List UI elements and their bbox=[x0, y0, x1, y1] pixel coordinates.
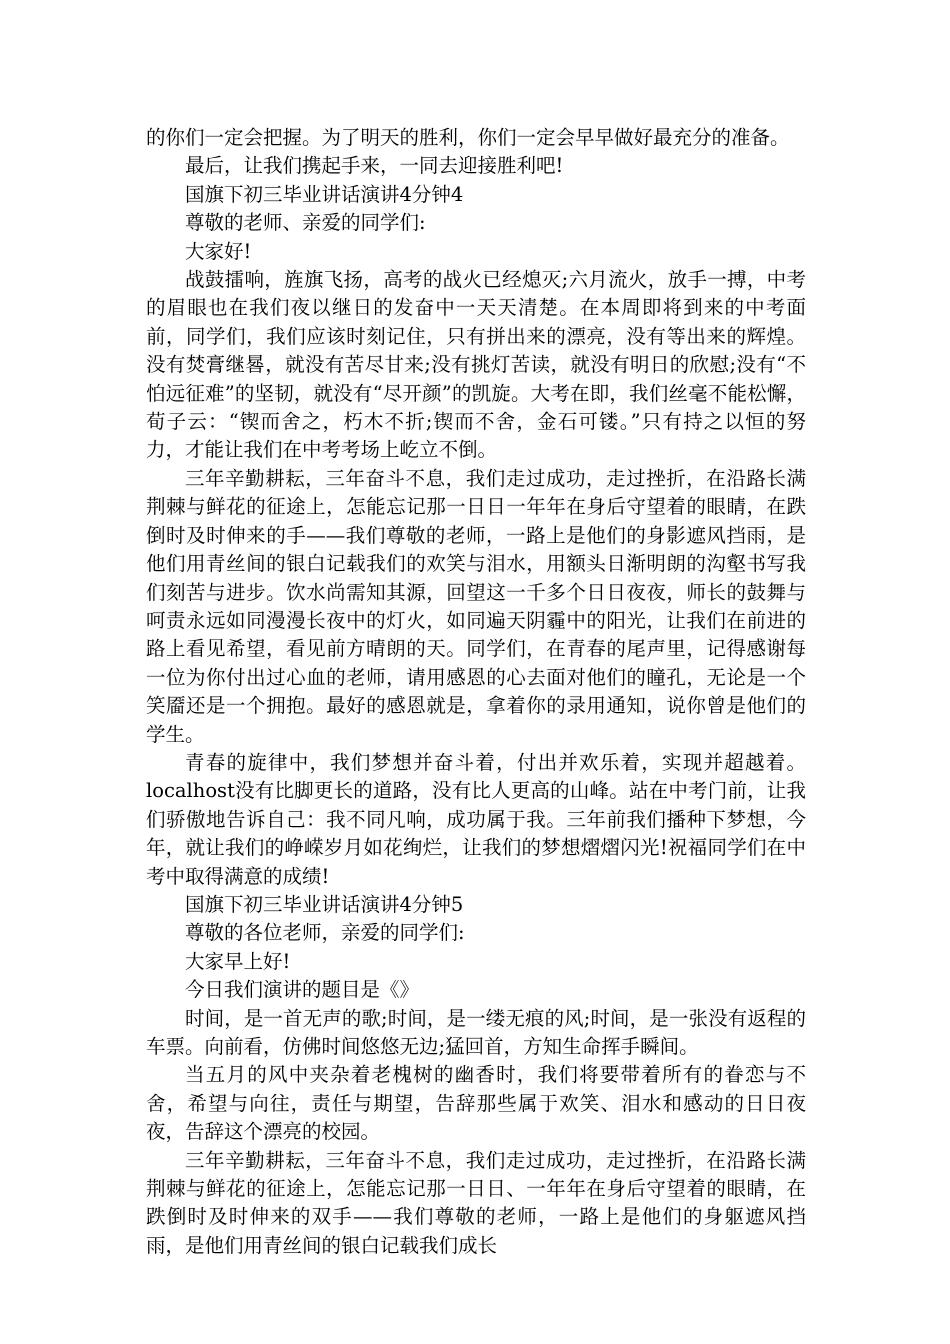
paragraph-time: 时间，是一首无声的歌;时间，是一缕无痕的风;时间，是一张没有返程的车票。向前看，仿佛时间悠悠无边;猛回首，方知生命挥手瞬间。 bbox=[146, 1006, 806, 1058]
paragraph-may-wind: 当五月的风中夹杂着老槐树的幽香时，我们将要带着所有的眷恋与不舍，希望与向往，责任与期望，告辞那些属于欢笑、泪水和感动的日日夜夜，告辞这个漂亮的校园。 bbox=[146, 1063, 806, 1144]
greeting-good-morning: 大家早上好! bbox=[185, 949, 291, 973]
paragraph-youth-dreams: 青春的旋律中，我们梦想并奋斗着，付出并欢乐着，实现并超越着。localhost没有比脚更长的道路，没有比人更高的山峰。站在中考门前，让我们骄傲地告诉自己：我不同凡响，成功属于我。三年前我们播种下梦想，今年，就让我们的峥嵘岁月如花绚烂，让我们的梦想熠熠闪光!祝福同学们在中考中取得满意的成绩! bbox=[146, 750, 806, 888]
paragraph-exam-approach: 战鼓擂响，旌旗飞扬，高考的战火已经熄灭;六月流火，放手一搏，中考的眉眼也在我们夜以继日的发奋中一天天清楚。在本周即将到来的中考面前，同学们，我们应该时刻记住，只有拼出来的漂亮，没有等出来的辉煌。没有焚膏继晷，就没有苦尽甘来;没有挑灯苦读，就没有明日的欣慰;没有“不怕远征难”的坚韧，就没有“尽开颜”的凯旋。大考在即，我们丝毫不能松懈，荀子云：“锲而舍之，朽木不折;锲而不舍，金石可镂。”只有持之以恒的努力，才能让我们在中考考场上屹立不倒。 bbox=[146, 268, 806, 462]
salutation-teachers-students: 尊敬的老师、亲爱的同学们: bbox=[185, 211, 426, 235]
paragraph-continuation: 的你们一定会把握。为了明天的胜利，你们一定会早早做好最充分的准备。 bbox=[146, 126, 790, 149]
speech-title-4: 国旗下初三毕业讲话演讲4分钟4 bbox=[185, 182, 464, 206]
salutation-all-teachers: 尊敬的各位老师，亲爱的同学们: bbox=[185, 921, 465, 945]
document-page bbox=[146, 124, 806, 1260]
paragraph-thank-teachers: 三年辛勤耕耘，三年奋斗不息，我们走过成功，走过挫折，在沿路长满荆棘与鲜花的征途上，怎能忘记那一日日一年年在身后守望着的眼睛，在跌倒时及时伸来的手——我们尊敬的老师，一路上是他们的身影遮风挡雨，是他们用青丝间的银白记载我们的欢笑与泪水，用额头日渐明朗的沟壑书写我们刻苦与进步。饮水尚需知其源，回望这一千多个日日夜夜，师长的鼓舞与呵责永远如同漫漫长夜中的灯火，如同遍天阴霾中的阳光，让我们在前进的路上看见希望，看见前方晴朗的天。同学们，在青春的尾声里，记得感谢每一位为你付出过心血的老师，请用感恩的心去面对他们的瞳孔，无论是一个笑靥还是一个拥抱。最好的感恩就是，拿着你的录用通知，说你曾是他们的学生。 bbox=[146, 466, 806, 746]
paragraph-closing: 最后，让我们携起手来，一同去迎接胜利吧! bbox=[185, 154, 564, 178]
speech-title-5: 国旗下初三毕业讲话演讲4分钟5 bbox=[185, 892, 464, 916]
speech-topic-line: 今日我们演讲的题目是《》 bbox=[185, 978, 420, 1002]
greeting-hello: 大家好! bbox=[185, 239, 252, 263]
paragraph-three-years: 三年辛勤耕耘，三年奋斗不息，我们走过成功，走过挫折，在沿路长满荆棘与鲜花的征途上，怎能忘记那一日日、一年年在身后守望着的眼睛，在跌倒时及时伸来的双手——我们尊敬的老师，一路上是他们的身躯遮风挡雨，是他们用青丝间的银白记载我们成长 bbox=[146, 1148, 806, 1257]
